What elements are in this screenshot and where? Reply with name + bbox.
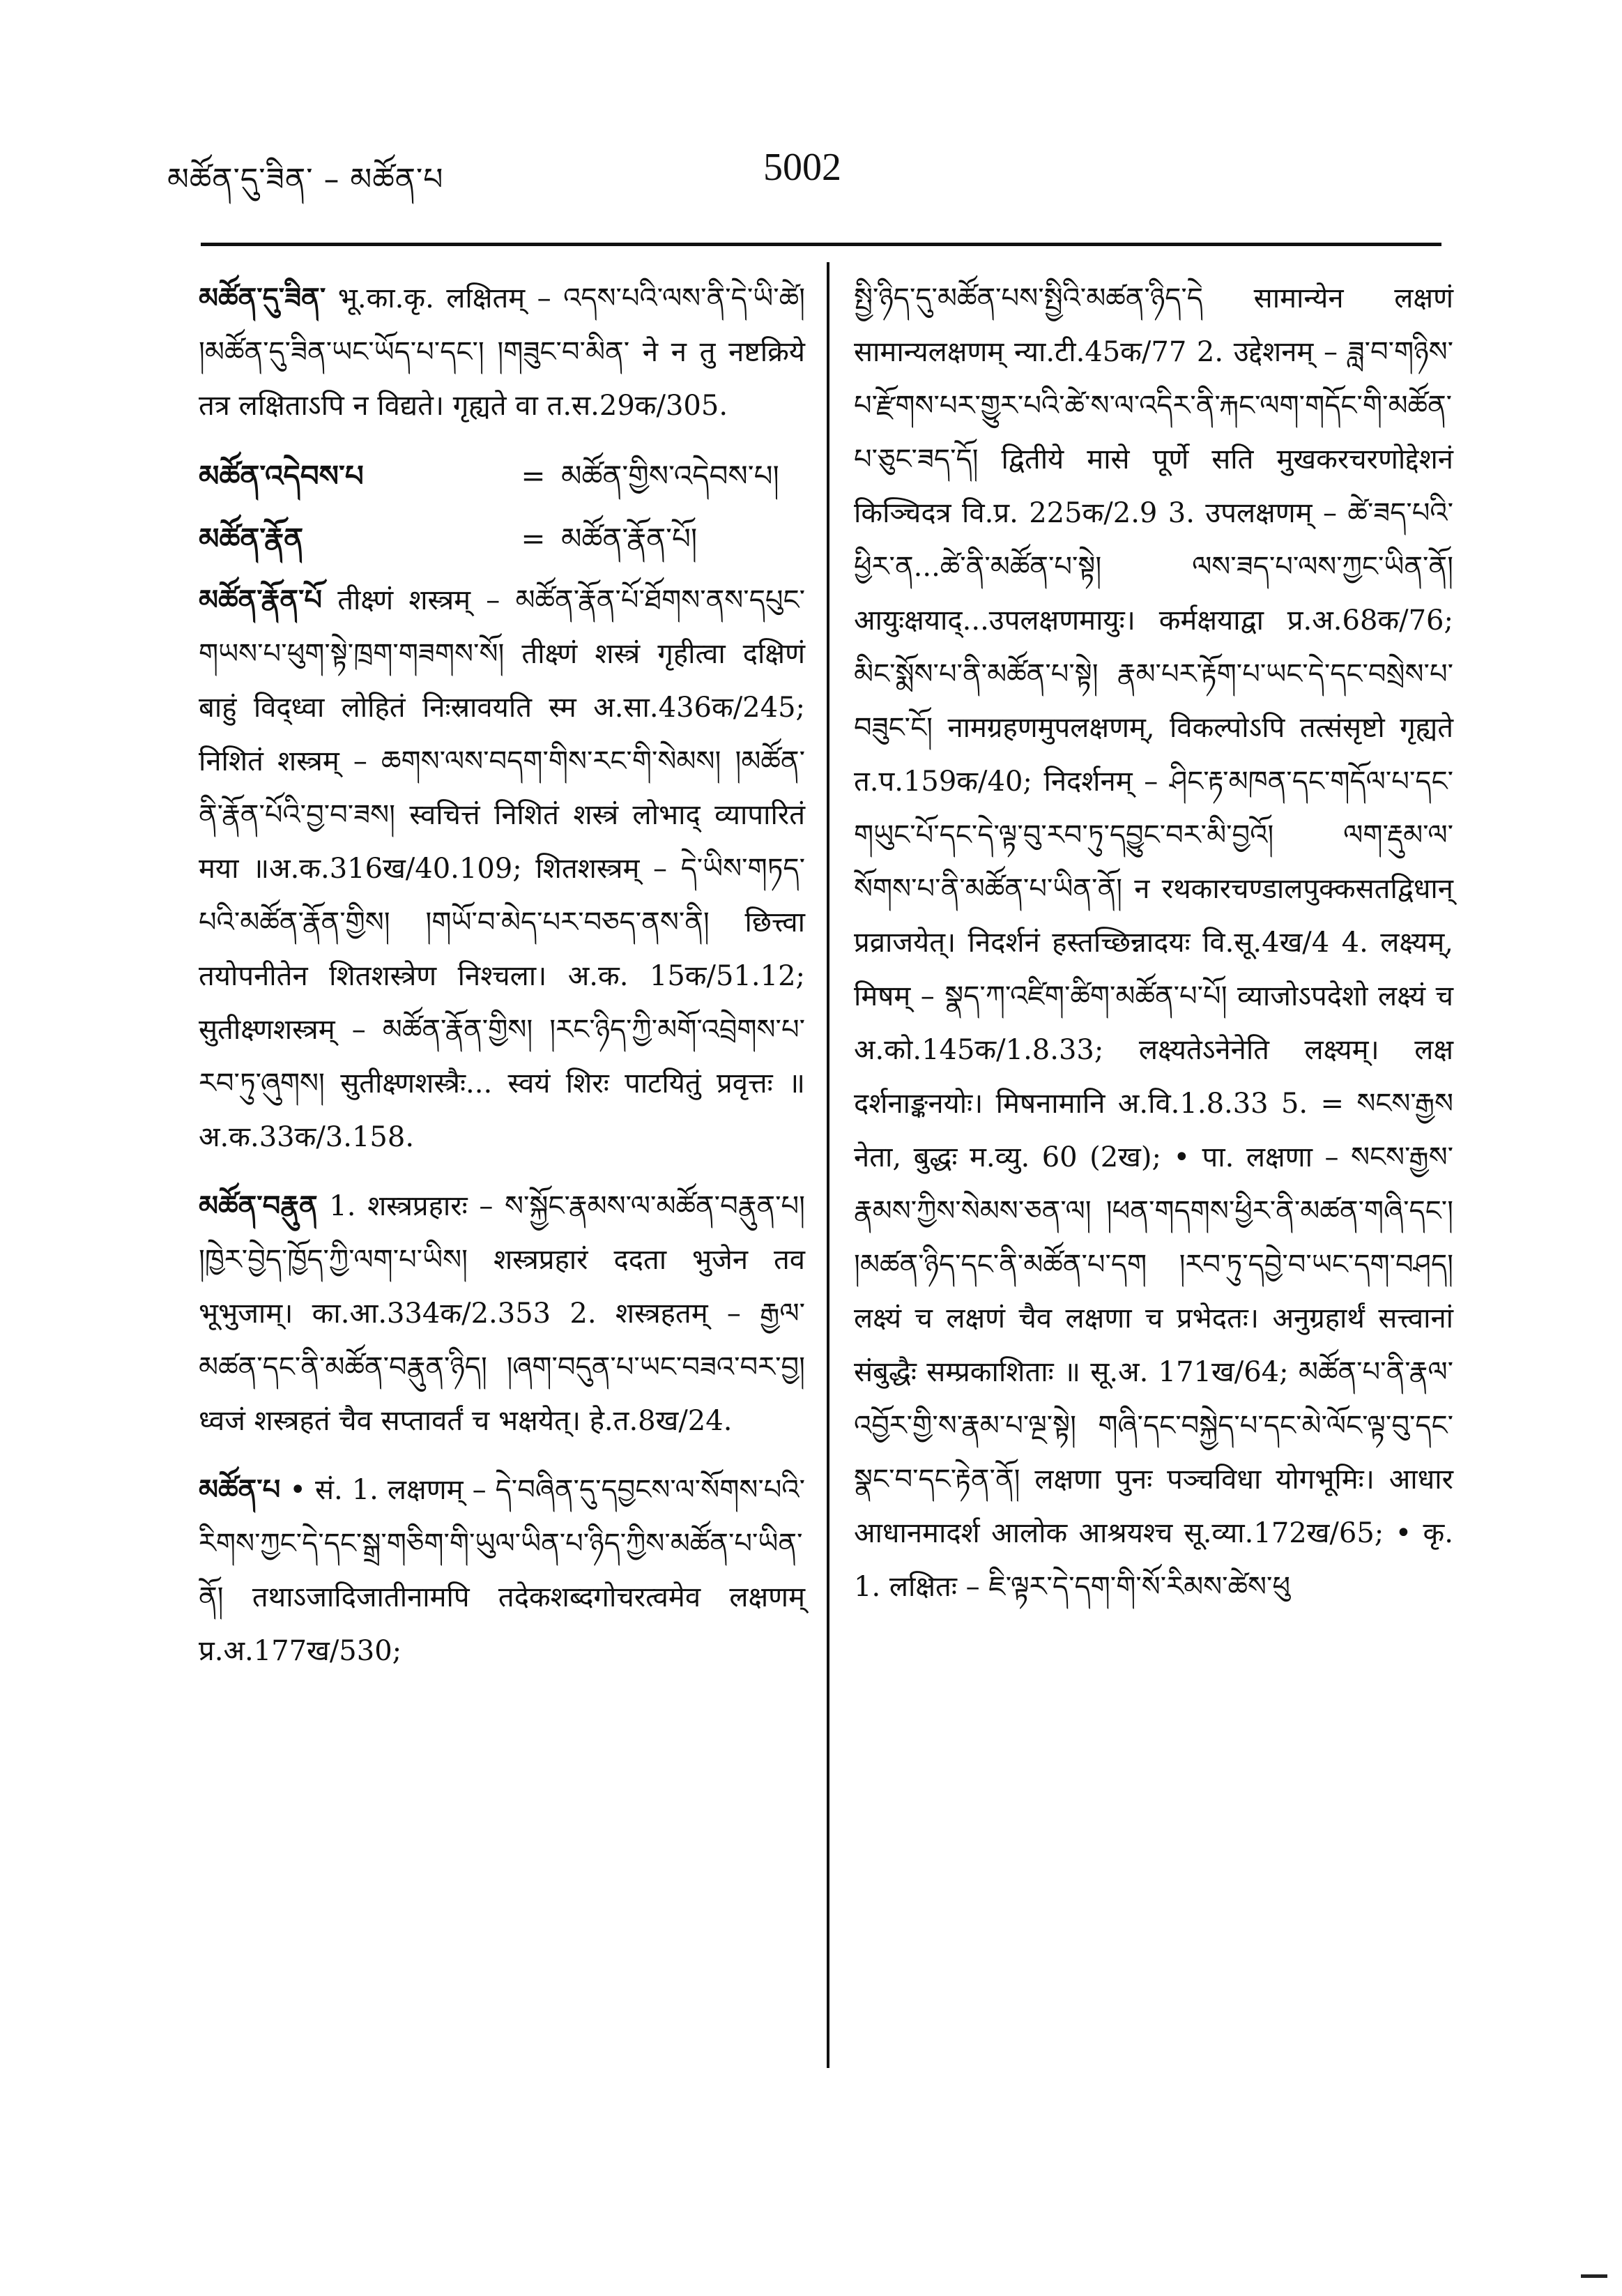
equals-sign: =: [521, 459, 546, 493]
right-column: [854, 272, 1453, 1629]
header-rule: [201, 243, 1441, 246]
page-number: 5002: [763, 146, 841, 189]
entry-text: སྤྱི་ཉིད་དུ་མཚོན་པས་སྤྱིའི་མཚན་ཉིད་དེ सामान्येन लक्षणं सामान्यलक्षणम् न्या.टी.45क/77 2. उद्देशनम् – ཟླ་བ་གཉིས་པ་རྫོགས་པར་གྱུར་པའི་ཚེ་ས་ལ་འདིར་ནི་རྐང་ལག་གདོང་གི་མཚོན་པ་ཅུང་ཟད་དོ། द्वितीये मासे पूर्णे सति मुखकरचरणोद्देशनं किञ्चिदत्र वि.प्र. 225क/2.9 3. उपलक्षणम् – ཚེ་ཟད་པའི་ཕྱིར་ན...ཚེ་ནི་མཚོན་པ་སྟེ། ལས་ཟད་པ་ལས་ཀྱང་ཡིན་ནོ། आयुःक्षयाद्...उपलक्षणमायुः। कर्मक्षयाद्वा प्र.अ.68क/76; མིང་སྨོས་པ་ནི་མཚོན་པ་སྟེ། རྣམ་པར་རྟོག་པ་ཡང་དེ་དང་བསྲེས་པ་བཟུང་ངོ། नामग्रहणमुपलक्षणम्, विकल्पोऽपि तत्संसृष्टो गृह्यते त.प.159क/40; निदर्शनम् – ཤིང་རྟ་མཁན་དང་གདོལ་པ་དང་གཡུང་པོ་དང་དེ་ལྟ་བུ་རབ་ཏུ་དབྱུང་བར་མི་བྱའོ། ལག་རྡུམ་ལ་སོགས་པ་ནི་མཚོན་པ་ཡིན་ནོ། न रथकारचण्डालपुक्कसतद्विधान् प्रव्राजयेत्। निदर्शनं हस्तच्छिन्नादयः वि.सू.4ख/4 4. लक्ष्यम्, मिषम् – སྣད་ཀ་འཛིག་ཚིག་མཚོན་པ་པོ། व्याजोऽपदेशो लक्ष्यं च अ.को.145क/1.8.33; लक्ष्यतेऽनेनेति लक्ष्यम्। लक्ष दर्शनाङ्कनयोः। मिषनामानि अ.वि.1.8.33 5. = སངས་རྒྱས नेता, बुद्धः म.व्यु. 60 (2ख); • पा. लक्षणा – སངས་རྒྱས་རྣམས་ཀྱིས་སེམས་ཅན་ལ། །ཕན་གདགས་ཕྱིར་ནི་མཚན་གཞི་དང་། །མཚན་ཉིད་དང་ནི་མཚོན་པ་དག །རབ་ཏུ་དབྱེ་བ་ཡང་དག་བཤད། लक्ष्यं च लक्षणं चैव लक्षणा च प्रभेदतः। अनुग्रहार्थं सत्त्वानां संबुद्धैः सम्प्रकाशिताः ॥ सू.अ. 171ख/64; མཚོན་པ་ནི་རྣལ་འབྱོར་གྱི་ས་རྣམ་པ་ལྔ་སྟེ། གཞི་དང་བསྐྱེད་པ་དང་མེ་ལོང་ལྟ་བུ་དང་སྣང་བ་དང་རྟེན་ནོ། लक्षणा पुनः पञ्चविधा योगभूमिः। आधार आधानमादर्श आलोक आश्रयश्च सू.व्या.172ख/65; • कृ. 1. लक्षितः – ཇི་ལྟར་དེ་དག་གི་སོ་རིམས་ཚེས་ཕུ: [854, 282, 1453, 1603]
cross-reference: [199, 511, 805, 567]
reference-target: མཚོན་གྱིས་འདེབས་པ།: [561, 459, 779, 493]
entry-headword: མཚོན་དུ་ཟིན་: [199, 282, 326, 314]
corner-mark: [1581, 2274, 1607, 2278]
column-divider: [827, 262, 829, 2068]
dictionary-entry: [199, 1463, 805, 1678]
entry-text: तीक्ष्णं शस्त्रम् – མཚོན་རྣོན་པོ་ཐོགས་ནས་དཔུང་གཡས་པ་ཕུག་སྟེ་ཁྲག་གཟགས་སོ། तीक्ष्णं शस्त्रं गृहीत्वा दक्षिणं बाहुं विद्ध्वा लोहितं निःस्रावयति स्म अ.सा.436क/245; निशितं शस्त्रम् – ཆགས་ལས་བདག་གིས་རང་གི་སེམས། །མཚོན་ནི་རྣོན་པོའི་བྱ་བ་ཟས། स्वचित्तं निशितं शस्त्रं लोभाद् व्यापारितं मया ॥अ.क.316ख/40.109; शितशस्त्रम् – དེ་ཡིས་གཏད་པའི་མཚོན་རྣོན་གྱིས། །གཡོ་བ་མེད་པར་བཅད་ནས་ནི། छित्त्वा तयोपनीतेन शितशस्त्रेण निश्चला। अ.क. 15क/51.12; सुतीक्ष्णशस्त्रम् – མཚོན་རྣོན་གྱིས། །རང་ཉིད་ཀྱི་མགོ་འབྲེགས་པ་རབ་ཏུ་ཞུགས། सुतीक्ष्णशस्त्रैः... स्वयं शिरः पाटयितुं प्रवृत्तः ॥ अ.क.33क/3.158.: [199, 584, 805, 1153]
entry-headword: མཚོན་པ: [199, 1474, 281, 1506]
equals-sign: =: [521, 522, 546, 556]
entry-text: • सं. 1. लक्षणम् – དེ་བཞིན་དུ་དབྱངས་ལ་སོགས་པའི་རིགས་ཀྱང་དེ་དང་སྒྲ་གཅིག་གི་ཡུལ་ཡིན་པ་ཉིད་ཀྱིས་མཚོན་པ་ཡིན་ནོ། तथाऽजादिजातीनामपि तदेकशब्दगोचरत्वमेव लक्षणम् प्र.अ.177ख/530;: [199, 1474, 805, 1667]
dictionary-entry: [199, 272, 805, 433]
entry-text: 1. शस्त्रप्रहारः – ས་སྐྱོང་རྣམས་ལ་མཚོན་བརྣུན་པ། །ཁྱེར་བྱེད་ཁྱོད་ཀྱི་ལག་པ་ཡིས། शस्त्रप्रहारं ददता भुजेन तव भूभुजाम्। का.आ.334क/2.353 2. शस्त्रहतम् – རྒྱལ་མཚན་དང་ནི་མཚོན་བརྣུན་ཉིད། །ཞག་བདུན་པ་ཡང་བཟའ་བར་བྱ། ध्वजं शस्त्रहतं चैव सप्तावर्तं च भक्षयेत्। हे.त.8ख/24.: [199, 1190, 805, 1437]
entry-headword: མཚོན་རྣོན་པོ: [199, 584, 323, 616]
entry-headword: མཚོན་འདེབས་པ: [199, 459, 364, 493]
reference-target: མཚོན་རྣོན་པོ།: [561, 522, 698, 556]
cross-reference: [199, 448, 805, 504]
dictionary-entry: [199, 574, 805, 1164]
dictionary-entry-continued: [854, 272, 1453, 1614]
entry-headword: མཚོན་བརྣུན: [199, 1190, 318, 1222]
left-column: [199, 272, 805, 1694]
running-head: མཚོན་དུ་ཟིན་ – མཚོན་པ: [167, 162, 444, 197]
entry-headword: མཚོན་རྣོན: [199, 522, 304, 556]
dictionary-entry: [199, 1180, 805, 1448]
entry-text: भू.का.कृ. लक्षितम् – འདས་པའི་ལས་ནི་དེ་ཡི་ཚེ། །མཚོན་དུ་ཟིན་ཡང་ཡོད་པ་དང་། །གཟུང་བ་མིན་ ने न तु नष्टक्रिये तत्र लक्षिताऽपि न विद्यते। गृह्यते वा त.स.29क/305.: [199, 282, 805, 422]
